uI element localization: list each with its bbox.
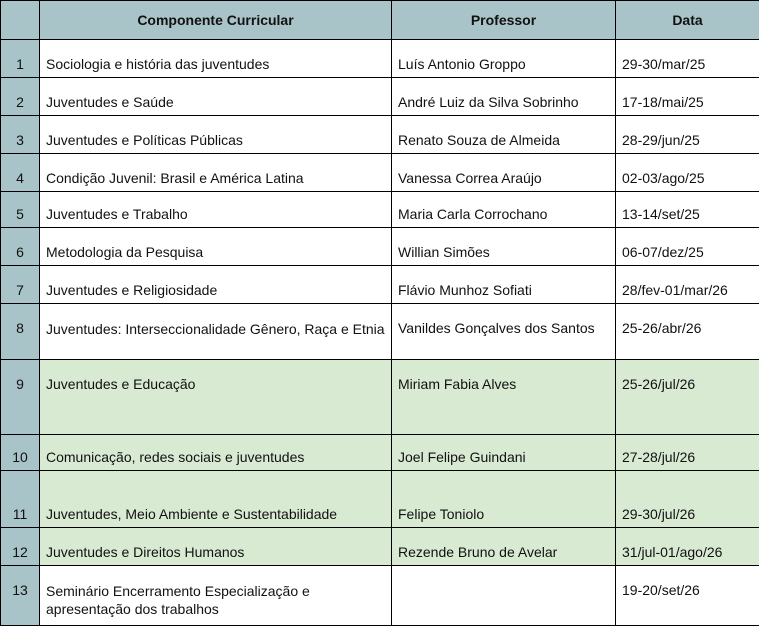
- row-number: 8: [1, 304, 40, 360]
- row-component: Metodologia da Pesquisa: [40, 228, 392, 266]
- row-professor: André Luiz da Silva Sobrinho: [392, 78, 616, 116]
- header-professor: Professor: [392, 1, 616, 40]
- row-number: 11: [1, 471, 40, 528]
- row-date: 28/fev-01/mar/26: [616, 266, 759, 304]
- row-professor: Joel Felipe Guindani: [392, 435, 616, 471]
- row-number: 7: [1, 266, 40, 304]
- row-number: 9: [1, 360, 40, 435]
- table-row: [1, 266, 759, 304]
- row-component: Condição Juvenil: Brasil e América Latina: [40, 154, 392, 192]
- table-row: [1, 471, 759, 528]
- row-number: 5: [1, 192, 40, 228]
- row-number: 1: [1, 40, 40, 78]
- row-component: Juventudes e Educação: [40, 360, 392, 435]
- row-component: Juventudes: Interseccionalidade Gênero, Raça e Etnia: [40, 304, 392, 360]
- row-professor: Miriam Fabia Alves: [392, 360, 616, 435]
- header-component: Componente Curricular: [40, 1, 392, 40]
- row-date: 25-26/jul/26: [616, 360, 759, 435]
- row-date: 31/jul-01/ago/26: [616, 528, 759, 566]
- table-row: [1, 228, 759, 266]
- row-component: Juventudes, Meio Ambiente e Sustentabilidade: [40, 471, 392, 528]
- table-row: [1, 566, 759, 626]
- row-component: Sociologia e história das juventudes: [40, 40, 392, 78]
- row-professor: Vanildes Gonçalves dos Santos: [392, 304, 616, 360]
- row-number: 10: [1, 435, 40, 471]
- table-row: [1, 528, 759, 566]
- row-professor: Felipe Toniolo: [392, 471, 616, 528]
- row-component: Juventudes e Direitos Humanos: [40, 528, 392, 566]
- row-component: Comunicação, redes sociais e juventudes: [40, 435, 392, 471]
- header-num: [1, 1, 40, 40]
- row-component: Juventudes e Políticas Públicas: [40, 116, 392, 154]
- row-professor: Renato Souza de Almeida: [392, 116, 616, 154]
- row-number: 13: [1, 566, 40, 626]
- table-row: [1, 116, 759, 154]
- table-row: [1, 304, 759, 360]
- row-component: Juventudes e Trabalho: [40, 192, 392, 228]
- row-component: Juventudes e Religiosidade: [40, 266, 392, 304]
- row-professor: Flávio Munhoz Sofiati: [392, 266, 616, 304]
- row-date: 29-30/mar/25: [616, 40, 759, 78]
- header-row: [1, 1, 759, 40]
- row-date: 27-28/jul/26: [616, 435, 759, 471]
- row-date: 02-03/ago/25: [616, 154, 759, 192]
- row-number: 4: [1, 154, 40, 192]
- row-date: 06-07/dez/25: [616, 228, 759, 266]
- header-date: Data: [616, 1, 759, 40]
- table-row: [1, 78, 759, 116]
- row-number: 2: [1, 78, 40, 116]
- row-professor: Luís Antonio Groppo: [392, 40, 616, 78]
- table-row: [1, 435, 759, 471]
- table-row: [1, 192, 759, 228]
- row-date: 19-20/set/26: [616, 566, 759, 626]
- row-component: Juventudes e Saúde: [40, 78, 392, 116]
- row-number: 6: [1, 228, 40, 266]
- table-row: [1, 360, 759, 435]
- row-professor: Maria Carla Corrochano: [392, 192, 616, 228]
- row-number: 12: [1, 528, 40, 566]
- row-date: 13-14/set/25: [616, 192, 759, 228]
- row-component: Seminário Encerramento Especialização e apresentação dos trabalhos: [40, 566, 392, 626]
- row-professor: Rezende Bruno de Avelar: [392, 528, 616, 566]
- row-date: 29-30/jul/26: [616, 471, 759, 528]
- row-professor: Vanessa Correa Araújo: [392, 154, 616, 192]
- table-row: [1, 154, 759, 192]
- row-date: 25-26/abr/26: [616, 304, 759, 360]
- row-professor: [392, 566, 616, 626]
- row-date: 28-29/jun/25: [616, 116, 759, 154]
- row-professor: Willian Simões: [392, 228, 616, 266]
- row-number: 3: [1, 116, 40, 154]
- row-date: 17-18/mai/25: [616, 78, 759, 116]
- table-row: [1, 40, 759, 78]
